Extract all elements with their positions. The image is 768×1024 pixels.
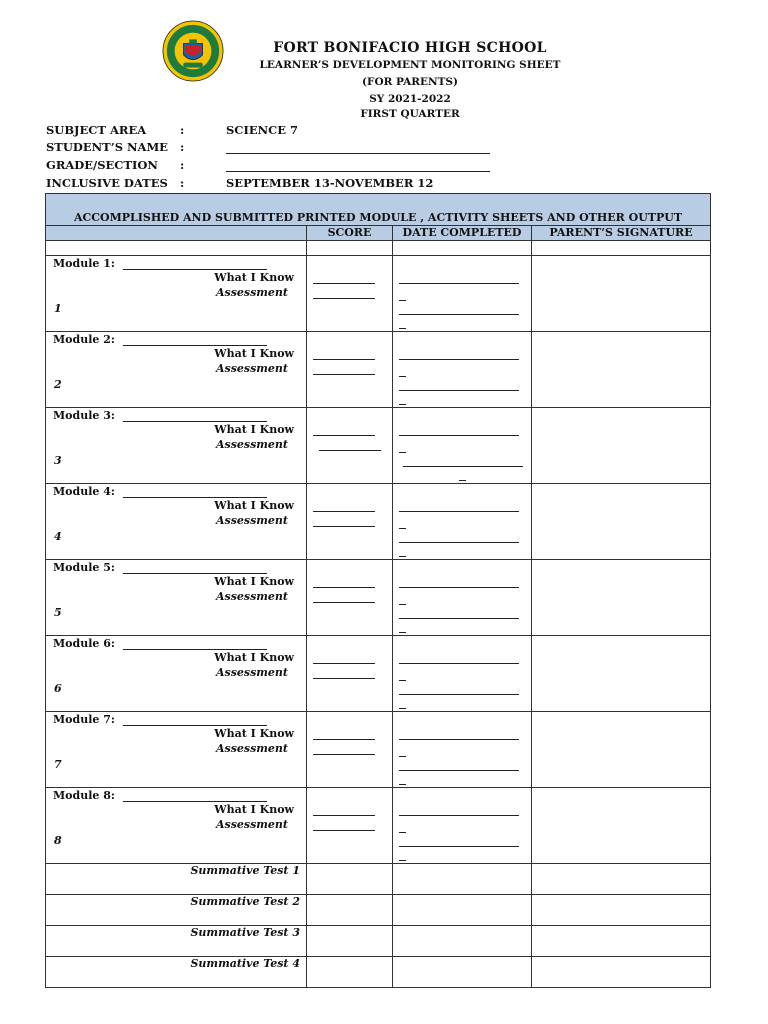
assessment-score-field[interactable]: [319, 450, 381, 451]
sheet-title: LEARNER’S DEVELOPMENT MONITORING SHEET: [259, 59, 561, 71]
module-row: [46, 636, 711, 712]
assessment-date-field[interactable]: [399, 846, 519, 847]
module-title-field[interactable]: [123, 345, 267, 346]
assessment-score-field[interactable]: [313, 830, 375, 831]
quarter-label: FIRST QUARTER: [360, 108, 460, 120]
assessment-label: Assessment: [215, 286, 288, 299]
assessment-label: Assessment: [215, 818, 288, 831]
module-number: 3: [54, 454, 62, 467]
module-number: 6: [54, 682, 62, 695]
inclusive-dates-value: SEPTEMBER 13-NOVEMBER 12: [226, 176, 434, 190]
parent-signature-cell[interactable]: [532, 408, 711, 484]
colon: :: [180, 140, 185, 154]
audience-label: (FOR PARENTS): [362, 76, 458, 88]
inclusive-dates-label: INCLUSIVE DATES: [46, 176, 168, 190]
module-label: Module 1:: [53, 257, 115, 270]
parent-signature-cell[interactable]: [532, 712, 711, 788]
colon: :: [180, 176, 185, 190]
what-i-know-score-field[interactable]: [313, 283, 375, 284]
what-i-know-date-field[interactable]: [399, 359, 519, 360]
grade-section-field[interactable]: [226, 170, 490, 172]
summative-test-label: Summative Test 1: [46, 864, 307, 895]
parent-signature-cell[interactable]: [532, 788, 711, 864]
summative-signature-cell[interactable]: [532, 957, 711, 988]
what-i-know-date-field[interactable]: [399, 435, 519, 436]
date-line-continuation: [399, 784, 406, 785]
school-name: FORT BONIFACIO HIGH SCHOOL: [273, 40, 547, 56]
module-title-field[interactable]: [123, 269, 267, 270]
summative-signature-cell[interactable]: [532, 895, 711, 926]
module-row: [46, 788, 711, 864]
date-line-continuation: [399, 680, 406, 681]
module-row: [46, 256, 711, 332]
module-row: [46, 484, 711, 560]
assessment-date-field[interactable]: [399, 770, 519, 771]
summative-signature-cell[interactable]: [532, 926, 711, 957]
student-name-field[interactable]: [226, 152, 490, 154]
module-label: Module 8:: [53, 789, 115, 802]
assessment-date-field[interactable]: [399, 390, 519, 391]
module-title-field[interactable]: [123, 573, 267, 574]
summative-score-cell[interactable]: [307, 926, 393, 957]
assessment-label: Assessment: [215, 742, 288, 755]
module-number: 7: [54, 758, 62, 771]
what-i-know-score-field[interactable]: [313, 511, 375, 512]
assessment-date-field[interactable]: [399, 314, 519, 315]
colon: :: [180, 158, 185, 172]
subject-value: SCIENCE 7: [226, 123, 299, 137]
assessment-label: Assessment: [215, 514, 288, 527]
what-i-know-score-field[interactable]: [313, 815, 375, 816]
summative-test-label: Summative Test 3: [46, 926, 307, 957]
what-i-know-score-field[interactable]: [313, 739, 375, 740]
date-line-continuation: [399, 756, 406, 757]
summative-row: [46, 926, 711, 957]
date-completed-column-header: DATE COMPLETED: [393, 226, 532, 241]
module-label: Module 4:: [53, 485, 115, 498]
module-number: 8: [54, 834, 62, 847]
what-i-know-label: What I Know: [214, 575, 294, 588]
what-i-know-label: What I Know: [214, 499, 294, 512]
assessment-label: Assessment: [215, 438, 288, 451]
parent-signature-cell[interactable]: [532, 636, 711, 712]
assessment-score-field[interactable]: [313, 526, 375, 527]
date-line-continuation: [399, 404, 406, 405]
summative-date-cell[interactable]: [393, 864, 532, 895]
colon: :: [180, 123, 185, 137]
module-title-field[interactable]: [123, 497, 267, 498]
module-row: [46, 560, 711, 636]
assessment-score-field[interactable]: [313, 374, 375, 375]
module-label: Module 2:: [53, 333, 115, 346]
module-label: Module 3:: [53, 409, 115, 422]
summative-row: [46, 957, 711, 988]
subject-label: SUBJECT AREA: [46, 123, 147, 137]
what-i-know-label: What I Know: [214, 651, 294, 664]
module-title-field[interactable]: [123, 421, 267, 422]
module-number: 4: [54, 530, 62, 543]
assessment-date-field[interactable]: [403, 466, 523, 467]
module-label: Module 5:: [53, 561, 115, 574]
module-title-field[interactable]: [123, 725, 267, 726]
what-i-know-label: What I Know: [214, 347, 294, 360]
date-line-continuation: [399, 832, 406, 833]
date-line-continuation: [399, 632, 406, 633]
summative-row: [46, 895, 711, 926]
date-line-continuation: [399, 528, 406, 529]
summative-date-cell[interactable]: [393, 895, 532, 926]
what-i-know-date-field[interactable]: [399, 663, 519, 664]
parent-signature-cell[interactable]: [532, 256, 711, 332]
what-i-know-date-field[interactable]: [399, 739, 519, 740]
date-line-continuation: [399, 452, 406, 453]
school-year: SY 2021-2022: [369, 93, 451, 105]
spacer-row: [46, 241, 711, 256]
what-i-know-date-field[interactable]: [399, 815, 519, 816]
summative-date-cell[interactable]: [393, 926, 532, 957]
module-number: 5: [54, 606, 62, 619]
monitoring-table: [45, 193, 711, 988]
summative-score-cell[interactable]: [307, 864, 393, 895]
assessment-label: Assessment: [215, 590, 288, 603]
summative-test-label: Summative Test 2: [46, 895, 307, 926]
date-line-continuation: [399, 860, 406, 861]
module-title-field[interactable]: [123, 649, 267, 650]
date-line-continuation: [399, 556, 406, 557]
module-row: [46, 408, 711, 484]
what-i-know-score-field[interactable]: [313, 587, 375, 588]
table-banner: ACCOMPLISHED AND SUBMITTED PRINTED MODULE , ACTIVITY SHEETS AND OTHER OUTPUT: [46, 194, 711, 226]
what-i-know-label: What I Know: [214, 271, 294, 284]
assessment-date-field[interactable]: [399, 694, 519, 695]
module-number: 1: [54, 302, 62, 315]
module-row: [46, 332, 711, 408]
parent-signature-cell[interactable]: [532, 560, 711, 636]
module-title-field[interactable]: [123, 801, 267, 802]
parent-signature-cell[interactable]: [532, 484, 711, 560]
score-column-header: SCORE: [307, 226, 393, 241]
grade-section-label: GRADE/SECTION: [46, 158, 158, 172]
summative-row: [46, 864, 711, 895]
summative-test-label: Summative Test 4: [46, 957, 307, 988]
what-i-know-date-field[interactable]: [399, 283, 519, 284]
summative-date-cell[interactable]: [393, 957, 532, 988]
assessment-date-field[interactable]: [399, 542, 519, 543]
what-i-know-score-field[interactable]: [313, 435, 375, 436]
what-i-know-label: What I Know: [214, 803, 294, 816]
date-line-continuation: [399, 300, 406, 301]
summative-score-cell[interactable]: [307, 895, 393, 926]
date-line-continuation: [399, 604, 406, 605]
summative-score-cell[interactable]: [307, 957, 393, 988]
summative-signature-cell[interactable]: [532, 864, 711, 895]
parent-signature-cell[interactable]: [532, 332, 711, 408]
what-i-know-score-field[interactable]: [313, 359, 375, 360]
what-i-know-date-field[interactable]: [399, 587, 519, 588]
assessment-score-field[interactable]: [313, 298, 375, 299]
what-i-know-date-field[interactable]: [399, 511, 519, 512]
assessment-score-field[interactable]: [313, 754, 375, 755]
date-line-continuation: [399, 328, 406, 329]
date-line-continuation: [399, 376, 406, 377]
date-line-continuation: [399, 708, 406, 709]
what-i-know-score-field[interactable]: [313, 663, 375, 664]
module-number: 2: [54, 378, 62, 391]
assessment-label: Assessment: [215, 666, 288, 679]
assessment-score-field[interactable]: [313, 602, 375, 603]
parent-signature-column-header: PARENT’S SIGNATURE: [532, 226, 711, 241]
date-line-continuation: [459, 480, 466, 481]
module-label: Module 6:: [53, 637, 115, 650]
module-label: Module 7:: [53, 713, 115, 726]
what-i-know-label: What I Know: [214, 423, 294, 436]
assessment-label: Assessment: [215, 362, 288, 375]
student-name-label: STUDENT’S NAME: [46, 140, 168, 154]
assessment-score-field[interactable]: [313, 678, 375, 679]
module-row: [46, 712, 711, 788]
module-column-header: [46, 226, 307, 241]
assessment-date-field[interactable]: [399, 618, 519, 619]
what-i-know-label: What I Know: [214, 727, 294, 740]
